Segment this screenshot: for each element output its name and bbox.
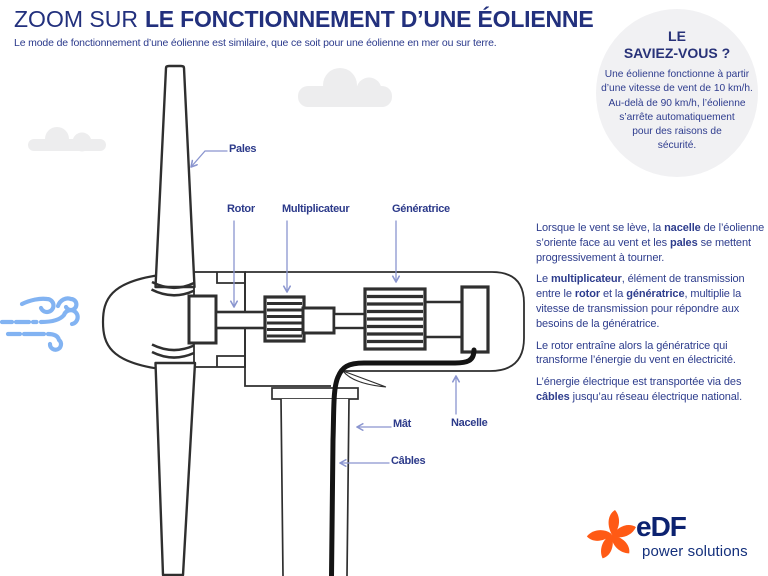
main-shaft [216, 312, 266, 328]
blade-lower [152, 345, 195, 576]
text-segment: se mettent progressivement à tourner. [536, 236, 751, 264]
secondary-shaft [334, 314, 365, 328]
explanation-paragraph [536, 272, 767, 331]
text-segment: et la [600, 288, 627, 301]
wind-icon [0, 288, 96, 356]
text-segment: de l’éolienne s’oriente face au vent et les [536, 222, 765, 249]
edf-tagline: power solutions [642, 543, 748, 560]
did-you-know-line: Au-delà de 90 km/h, l’éolienne [608, 97, 746, 109]
text-segment-bold: pales [669, 236, 698, 249]
text-segment: L’énergie électrique est transportée via des [536, 376, 742, 389]
nose-cone [103, 275, 160, 369]
text-segment-bold: rotor [574, 288, 601, 301]
cloud-icon-left [28, 127, 106, 152]
page-title [14, 6, 593, 33]
edf-wordmark: eDF [636, 511, 686, 542]
converter-box [462, 287, 488, 352]
label-cables: Câbles [391, 455, 426, 467]
label-generatrice: Génératrice [392, 203, 450, 215]
generator-generatrice [365, 289, 425, 349]
text-segment: Le rotor entraîne alors la génératrice qui transforme l’énergie du vent en électricité. [536, 339, 736, 367]
did-you-know-title-line1: LE [668, 28, 686, 44]
text-segment-bold: multiplicateur [551, 273, 622, 286]
text-segment: , multiplie la vitesse de transmission pour répondre aux besoins de la génératrice. [536, 288, 742, 330]
did-you-know-line: d’une vitesse de vent de 10 km/h. [601, 83, 753, 95]
did-you-know-line: Une éolienne fonctionne à partir [604, 69, 750, 80]
text-segment: , élément de transmission entre le [536, 273, 745, 301]
rotor-block [189, 296, 216, 343]
text-segment: Lorsque le vent se lève, la [536, 222, 665, 234]
did-you-know-line: sécurité. [657, 140, 697, 152]
generator-connectors [425, 302, 462, 337]
explanation-paragraph [536, 339, 767, 369]
text-segment-bold: nacelle [664, 222, 701, 234]
shaft-coupling [303, 308, 334, 333]
text-segment-bold: câbles [536, 390, 570, 403]
label-multiplicateur: Multiplicateur [282, 203, 350, 215]
title-prefix: ZOOM SUR [14, 6, 138, 32]
did-you-know-line: pour des raisons de [632, 126, 722, 138]
cloud-icon-top [298, 68, 392, 107]
text-segment: jusqu’au réseau électrique national. [569, 390, 743, 403]
explanation-paragraph [536, 221, 767, 265]
did-you-know-title-line2: SAVIEZ-VOUS ? [623, 45, 731, 61]
label-rotor: Rotor [227, 203, 255, 215]
gearbox-multiplicateur [265, 297, 304, 341]
did-you-know-line: s’arrête automatiquement [619, 111, 735, 123]
blade-upper [152, 66, 195, 295]
label-mat: Mât [393, 418, 412, 430]
tower-flange [272, 388, 358, 399]
tower-mast [281, 399, 349, 576]
did-you-know-body [596, 68, 758, 154]
text-segment-bold: génératrice [626, 288, 685, 301]
title-main: LE FONCTIONNEMENT D’UNE ÉOLIENNE [144, 6, 594, 32]
label-pales: Pales [229, 143, 257, 155]
arrow-pales [191, 151, 227, 167]
did-you-know-card [596, 9, 758, 177]
edf-flame-icon [586, 505, 638, 561]
text-segment: Le [536, 273, 551, 286]
label-nacelle: Nacelle [451, 417, 488, 429]
nacelle-underside [343, 371, 386, 387]
page-subtitle: Le mode de fonctionnement d’une éolienne est similaire, que ce soit pour une éolienne en mer ou sur terre. [14, 37, 497, 49]
explanation-column [536, 221, 767, 412]
explanation-paragraph [536, 375, 767, 405]
